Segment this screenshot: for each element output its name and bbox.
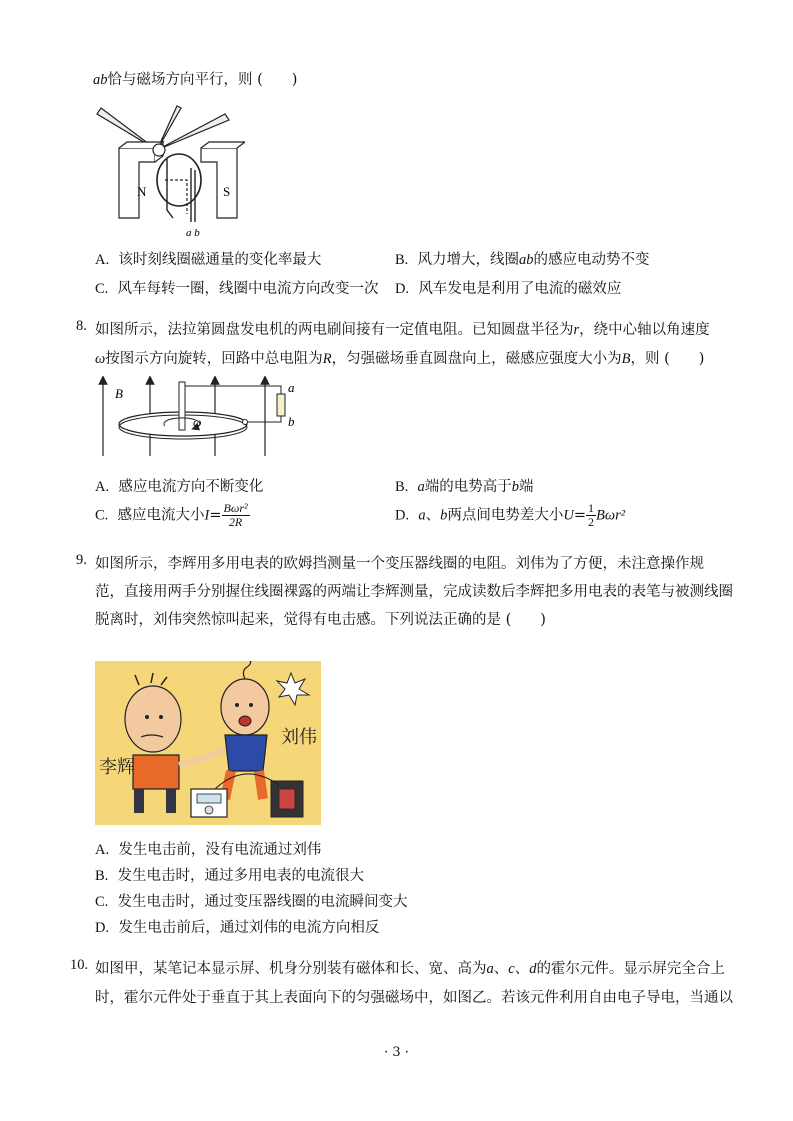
q7-label-ab: a b xyxy=(186,227,200,238)
q7-option-c: C. 风车每转一圈，线圈中电流方向改变一次 xyxy=(95,281,379,297)
q8-number: 8. xyxy=(76,318,87,334)
q7-var-ab: ab xyxy=(93,72,108,88)
q9-stem-line3: 脱离时，刘伟突然惊叫起来，觉得有电击感。下列说法正确的是 ( ) xyxy=(95,612,546,628)
q7-option-b: B. 风力增大，线圈ab的感应电动势不变 xyxy=(395,252,650,268)
q9-number: 9. xyxy=(76,552,87,568)
q7-windmill-figure xyxy=(95,98,245,238)
q8-stem-line1: 如图所示，法拉第圆盘发电机的两电刷间接有一定值电阻。已知圆盘半径为r，绕中心轴以角速度 xyxy=(95,322,710,338)
q7-label-s: S xyxy=(223,184,231,199)
q9-option-b: B. 发生电击时，通过多用电表的电流很大 xyxy=(95,868,365,884)
q8-option-c: C. 感应电流大小I= $\frac{\text{Bωr²}}{2R}$ xyxy=(95,501,248,529)
q7-option-d: D. 风车发电是利用了电流的磁效应 xyxy=(395,281,622,297)
q9-stem-line2: 范，直接用两手分别握住线圈裸露的两端让李辉测量，完成读数后李辉把多用电表的表笔与被测线圈 xyxy=(95,584,733,600)
q10-stem-line2: 时，霍尔元件处于垂直于其上表面向下的匀强磁场中，如图乙。若该元件利用自由电子导电，当通以 xyxy=(95,990,733,1006)
q9-cartoon-figure xyxy=(95,661,321,825)
q9-option-d: D. 发生电击前后，通过刘伟的电流方向相反 xyxy=(95,920,380,936)
q8-disk-generator-figure xyxy=(95,376,305,458)
q8-label-b-terminal: b xyxy=(288,414,295,429)
q8-label-b-field: B xyxy=(115,386,123,401)
q7-label-n: N xyxy=(137,184,147,199)
q10-number: 10. xyxy=(70,957,89,973)
q9-option-a: A. 发生电击前，没有电流通过刘伟 xyxy=(95,842,322,858)
q10-stem-line1: 如图甲，某笔记本显示屏、机身分别装有磁体和长、宽、高为a、c、d的霍尔元件。显示屏完全合上 xyxy=(95,961,725,977)
q8-label-omega: ω xyxy=(193,415,202,429)
q9-stem-line1: 如图所示，李辉用多用电表的欧姆挡测量一个变压器线圈的电阻。刘伟为了方便，未注意操作规 xyxy=(95,556,704,572)
q9-option-c: C. 发生电击时，通过变压器线圈的电流瞬间变大 xyxy=(95,894,408,910)
q9-name-liuwei: 刘伟 xyxy=(281,727,317,747)
page-number: · 3 · xyxy=(384,1045,409,1060)
q8-label-a: a xyxy=(288,380,295,395)
q8-option-b: B. a端的电势高于b端 xyxy=(395,479,534,495)
q7-stem-tail: ab恰与磁场方向平行，则 ( ) xyxy=(93,72,298,88)
q9-name-lihui: 李辉 xyxy=(99,757,135,777)
q8-option-a: A. 感应电流方向不断变化 xyxy=(95,479,264,495)
q8-stem-line2: ω按图示方向旋转，回路中总电阻为R，匀强磁场垂直圆盘向上，磁感应强度大小为B，则 ( ) xyxy=(95,351,705,367)
q8-option-d: D. a、b两点间电势差大小U= $\frac{1}{2}$ Bωr² xyxy=(395,501,626,529)
q7-option-a: A. 该时刻线圈磁通量的变化率最大 xyxy=(95,252,322,268)
